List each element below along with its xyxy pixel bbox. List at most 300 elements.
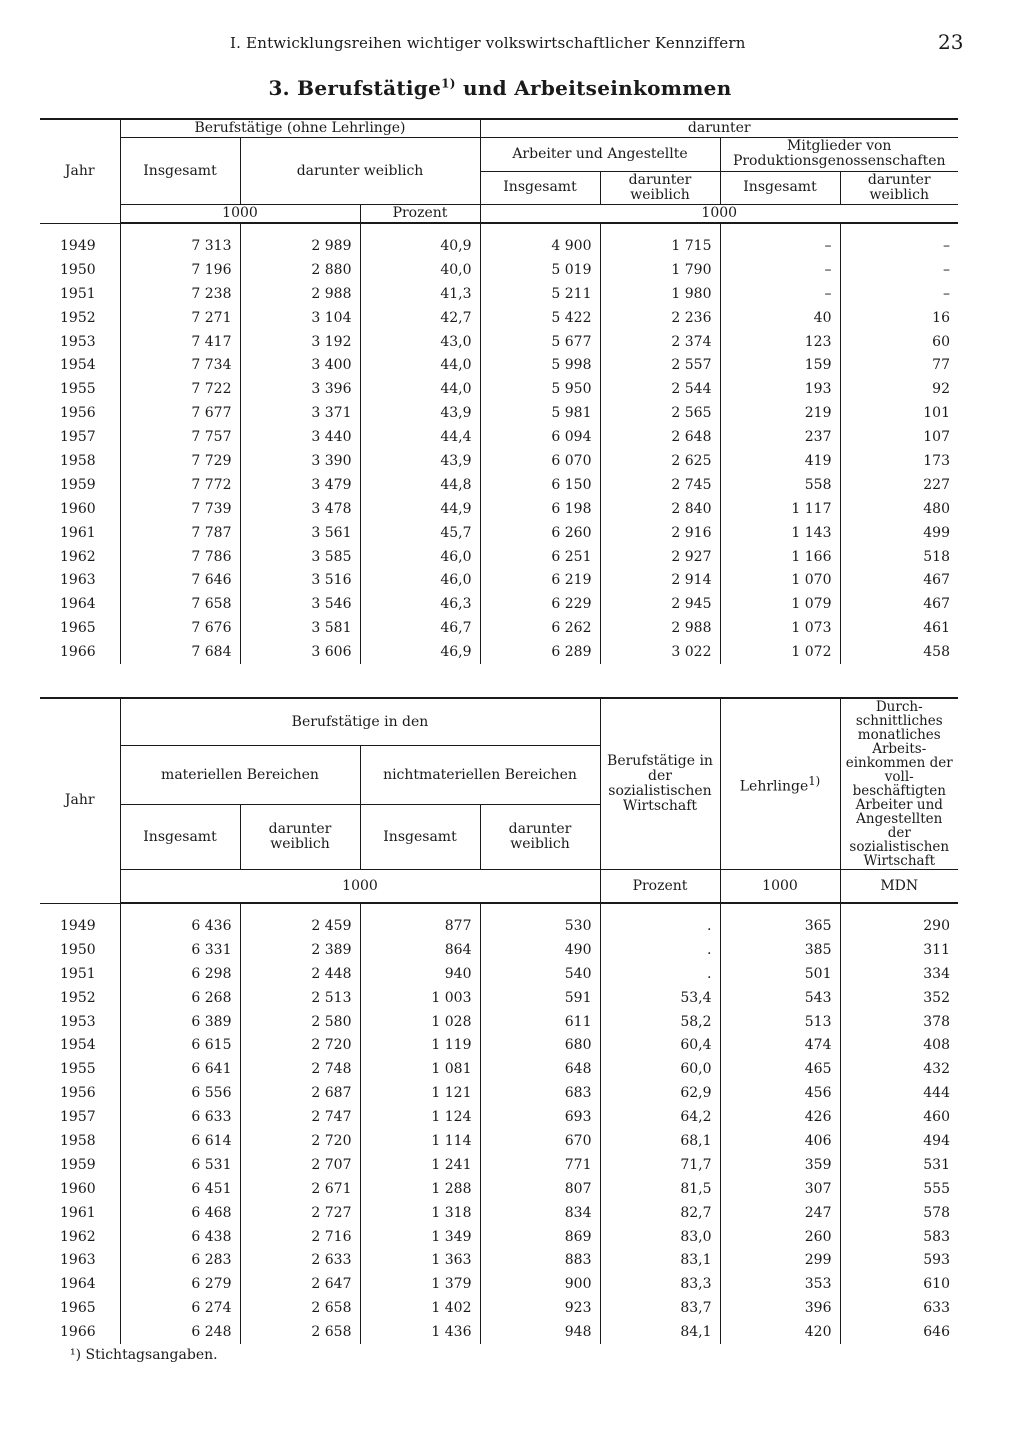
table-cell: 2 625: [600, 449, 720, 473]
table-cell: 900: [480, 1272, 600, 1296]
table-cell: 610: [840, 1272, 958, 1296]
employment-table-body: [40, 223, 958, 664]
year-cell: 1953: [60, 1013, 96, 1030]
table-cell: 3 390: [240, 449, 360, 473]
year-cell: 1959: [60, 476, 96, 493]
table-cell: –: [840, 258, 958, 282]
table-cell: 1 003: [360, 986, 480, 1010]
table-cell: 83,0: [600, 1225, 720, 1249]
table-row: [40, 1081, 958, 1105]
table-cell: 46,7: [360, 616, 480, 640]
table-cell: 3 516: [240, 568, 360, 592]
table-cell: 6 274: [120, 1296, 240, 1320]
year-cell: 1962: [60, 548, 96, 565]
table-cell: 7 271: [120, 306, 240, 330]
unit-1000-label-right: 1000: [480, 205, 958, 224]
table-cell: 6 556: [120, 1081, 240, 1105]
table-cell: 6 468: [120, 1201, 240, 1225]
table-row: [40, 568, 958, 592]
table-cell: 648: [480, 1057, 600, 1081]
table-row: [40, 938, 958, 962]
table-cell: 6 531: [120, 1153, 240, 1177]
table-cell: 6 614: [120, 1129, 240, 1153]
table-row: [40, 1296, 958, 1320]
year-cell: 1955: [60, 381, 96, 398]
table-row: [40, 1057, 958, 1081]
year-cell: 1958: [60, 1132, 96, 1149]
table-cell: 1 121: [360, 1081, 480, 1105]
table-cell: 461: [840, 616, 958, 640]
year-cell: 1960: [60, 1180, 96, 1197]
table-row: [40, 306, 958, 330]
table-cell: 3 546: [240, 592, 360, 616]
lehrlinge-footnote-mark: 1): [808, 773, 821, 788]
table-cell: 1 114: [360, 1129, 480, 1153]
col-header-mitglieder: Mitglieder von Produktionsgenossenschaften: [720, 138, 958, 172]
table-cell: 1 073: [720, 616, 840, 640]
table-cell: 948: [480, 1320, 600, 1344]
table-cell: 40: [720, 306, 840, 330]
table-cell: 2 988: [240, 282, 360, 306]
table-cell: 3 585: [240, 545, 360, 569]
table-cell: 83,1: [600, 1248, 720, 1272]
table-cell: 43,0: [360, 330, 480, 354]
table-cell: 2 727: [240, 1201, 360, 1225]
section-title-main: 3. Berufstätige: [268, 76, 442, 100]
table-cell: 71,7: [600, 1153, 720, 1177]
table-cell: 7 677: [120, 401, 240, 425]
year-cell: 1958: [60, 452, 96, 469]
col-header-nichtmateriellen: nichtmateriellen Bereichen: [360, 746, 600, 805]
table-row: [40, 1272, 958, 1296]
table-cell: 46,0: [360, 568, 480, 592]
table-cell: 456: [720, 1081, 840, 1105]
table-cell: 1 070: [720, 568, 840, 592]
table-cell: 7 786: [120, 545, 240, 569]
unit-1000-label-3: 1000: [720, 870, 840, 904]
section-title-footnote-mark: 1): [441, 76, 456, 91]
table-row: [40, 223, 958, 258]
table-cell: 1 072: [720, 640, 840, 664]
col-header-arbeiter-angestellte: Arbeiter und Angestellte: [480, 138, 720, 172]
table-cell: 6 070: [480, 449, 600, 473]
table-cell: 558: [720, 473, 840, 497]
table-cell: 64,2: [600, 1105, 720, 1129]
year-cell: 1951: [60, 285, 96, 302]
table-cell: 7 646: [120, 568, 240, 592]
table-cell: 693: [480, 1105, 600, 1129]
table-cell: 3 400: [240, 353, 360, 377]
col-header-mat-weiblich: darunter weiblich: [240, 805, 360, 870]
table-cell: 593: [840, 1248, 958, 1272]
col-header-arb-weiblich: darunter weiblich: [600, 171, 720, 205]
table-cell: 518: [840, 545, 958, 569]
table-cell: 385: [720, 938, 840, 962]
table-cell: 3 104: [240, 306, 360, 330]
table-row: [40, 1105, 958, 1129]
year-cell: 1956: [60, 1085, 96, 1102]
year-cell: 1949: [60, 917, 96, 934]
unit-mdn-label: MDN: [840, 870, 958, 904]
table-row: [40, 330, 958, 354]
col-header-darunter-weiblich: darunter weiblich: [240, 138, 480, 205]
table-cell: 7 658: [120, 592, 240, 616]
table-cell: 6 150: [480, 473, 600, 497]
year-cell: 1953: [60, 333, 96, 350]
sector-income-table-body: [40, 903, 958, 1344]
table-cell: 1 241: [360, 1153, 480, 1177]
table-cell: 2 236: [600, 306, 720, 330]
table-cell: 3 561: [240, 521, 360, 545]
table-cell: 60,4: [600, 1033, 720, 1057]
table-cell: 60,0: [600, 1057, 720, 1081]
table-cell: 41,3: [360, 282, 480, 306]
table-cell: 2 720: [240, 1129, 360, 1153]
table-cell: 2 748: [240, 1057, 360, 1081]
year-cell: 1954: [60, 1037, 96, 1054]
table-cell: 6 438: [120, 1225, 240, 1249]
table-cell: 43,9: [360, 449, 480, 473]
table-cell: 540: [480, 962, 600, 986]
year-cell: 1965: [60, 1300, 96, 1317]
table-cell: 6 229: [480, 592, 600, 616]
table-row: [40, 1033, 958, 1057]
table-cell: 6 283: [120, 1248, 240, 1272]
table-cell: 46,0: [360, 545, 480, 569]
col-header-mit-insgesamt: Insgesamt: [720, 171, 840, 205]
table-cell: 864: [360, 938, 480, 962]
table-cell: 396: [720, 1296, 840, 1320]
table-row: [40, 1201, 958, 1225]
year-cell: 1955: [60, 1061, 96, 1078]
footnote: ¹) Stichtagsangaben.: [70, 1347, 218, 1363]
table-cell: 2 707: [240, 1153, 360, 1177]
table-cell: 869: [480, 1225, 600, 1249]
year-cell: 1956: [60, 405, 96, 422]
table-row: [40, 1153, 958, 1177]
table-cell: 1 124: [360, 1105, 480, 1129]
year-cell: 1964: [60, 1276, 96, 1293]
table-cell: 3 396: [240, 377, 360, 401]
table-cell: 334: [840, 962, 958, 986]
table-cell: 159: [720, 353, 840, 377]
table-cell: 426: [720, 1105, 840, 1129]
table-row: [40, 473, 958, 497]
year-cell: 1965: [60, 620, 96, 637]
table-cell: 7 722: [120, 377, 240, 401]
table-cell: 290: [840, 903, 958, 938]
table-cell: 6 219: [480, 568, 600, 592]
table-cell: 2 671: [240, 1177, 360, 1201]
table-cell: 1 715: [600, 223, 720, 258]
table-cell: 365: [720, 903, 840, 938]
table-row: [40, 1177, 958, 1201]
table-cell: 877: [360, 903, 480, 938]
table-cell: 2 374: [600, 330, 720, 354]
table-cell: 62,9: [600, 1081, 720, 1105]
table-cell: 173: [840, 449, 958, 473]
table-cell: –: [720, 258, 840, 282]
table-cell: 68,1: [600, 1129, 720, 1153]
col-header-arb-insgesamt: Insgesamt: [480, 171, 600, 205]
table-cell: 458: [840, 640, 958, 664]
table-cell: 359: [720, 1153, 840, 1177]
year-cell: 1960: [60, 500, 96, 517]
table-cell: 247: [720, 1201, 840, 1225]
table-cell: 3 192: [240, 330, 360, 354]
table-cell: 6 268: [120, 986, 240, 1010]
table-cell: 92: [840, 377, 958, 401]
table-cell: 530: [480, 903, 600, 938]
table-row: [40, 521, 958, 545]
table-cell: 591: [480, 986, 600, 1010]
table-cell: 3 606: [240, 640, 360, 664]
table-cell: 7 787: [120, 521, 240, 545]
table-cell: 2 647: [240, 1272, 360, 1296]
table-cell: 6 436: [120, 903, 240, 938]
table-cell: 6 451: [120, 1177, 240, 1201]
year-cell: 1966: [60, 644, 96, 661]
unit-1000-label-2: 1000: [120, 870, 600, 904]
table-cell: 5 211: [480, 282, 600, 306]
table-cell: 6 198: [480, 497, 600, 521]
year-cell: 1950: [60, 261, 96, 278]
col-header-mat-insgesamt: Insgesamt: [120, 805, 240, 870]
table-cell: 101: [840, 401, 958, 425]
table-cell: 44,9: [360, 497, 480, 521]
table-cell: 2 658: [240, 1296, 360, 1320]
table-cell: 2 988: [600, 616, 720, 640]
col-header-materiellen: materiellen Bereichen: [120, 746, 360, 805]
table-cell: 2 565: [600, 401, 720, 425]
table-cell: 6 615: [120, 1033, 240, 1057]
table-cell: 578: [840, 1201, 958, 1225]
table-cell: 611: [480, 1010, 600, 1034]
table-cell: 7 196: [120, 258, 240, 282]
table-cell: 7 729: [120, 449, 240, 473]
running-head: I. Entwicklungsreihen wichtiger volkswirtschaftlicher Kennziffern: [230, 34, 746, 52]
table-cell: 352: [840, 986, 958, 1010]
col-header-jahr-2: Jahr: [40, 698, 120, 903]
table-cell: 84,1: [600, 1320, 720, 1344]
page-number: 23: [938, 30, 964, 54]
table-cell: 77: [840, 353, 958, 377]
table-cell: 2 745: [600, 473, 720, 497]
section-title-rest: und Arbeitseinkommen: [463, 76, 732, 100]
table-cell: 2 544: [600, 377, 720, 401]
table-cell: 494: [840, 1129, 958, 1153]
year-cell: 1962: [60, 1228, 96, 1245]
col-header-darunter: darunter: [480, 119, 958, 138]
table-row: [40, 1129, 958, 1153]
table-cell: 680: [480, 1033, 600, 1057]
table-cell: 1 288: [360, 1177, 480, 1201]
table-cell: 7 676: [120, 616, 240, 640]
col-header-insgesamt: Insgesamt: [120, 138, 240, 205]
table-cell: 2 840: [600, 497, 720, 521]
table-cell: 460: [840, 1105, 958, 1129]
table-row: [40, 962, 958, 986]
section-title: [0, 76, 1000, 100]
unit-prozent-label-2: Prozent: [600, 870, 720, 904]
table-cell: 420: [720, 1320, 840, 1344]
table-cell: 2 716: [240, 1225, 360, 1249]
table-cell: 7 684: [120, 640, 240, 664]
table-cell: 2 633: [240, 1248, 360, 1272]
table-cell: 670: [480, 1129, 600, 1153]
table-row: [40, 1010, 958, 1034]
table-cell: 6 260: [480, 521, 600, 545]
table-cell: 1 790: [600, 258, 720, 282]
table-cell: 237: [720, 425, 840, 449]
table-row: [40, 497, 958, 521]
table-cell: 1 166: [720, 545, 840, 569]
table-cell: 474: [720, 1033, 840, 1057]
table-cell: 3 371: [240, 401, 360, 425]
table-cell: 1 081: [360, 1057, 480, 1081]
table-cell: 633: [840, 1296, 958, 1320]
table-cell: 3 440: [240, 425, 360, 449]
table-cell: 16: [840, 306, 958, 330]
table-cell: 6 633: [120, 1105, 240, 1129]
col-header-berufstaetige-in-den: Berufstätige in den: [120, 698, 600, 746]
table-cell: 2 927: [600, 545, 720, 569]
year-cell: 1952: [60, 309, 96, 326]
table-cell: 883: [480, 1248, 600, 1272]
table-cell: 5 019: [480, 258, 600, 282]
table-cell: 2 916: [600, 521, 720, 545]
table-cell: 5 677: [480, 330, 600, 354]
table-cell: 6 094: [480, 425, 600, 449]
table-row: [40, 425, 958, 449]
table-cell: 40,0: [360, 258, 480, 282]
table-cell: 44,4: [360, 425, 480, 449]
year-cell: 1961: [60, 1204, 96, 1221]
table-cell: 1 119: [360, 1033, 480, 1057]
table-cell: 2 747: [240, 1105, 360, 1129]
year-cell: 1949: [60, 237, 96, 254]
table-cell: 53,4: [600, 986, 720, 1010]
table-cell: 4 900: [480, 223, 600, 258]
table-cell: 465: [720, 1057, 840, 1081]
table-cell: 42,7: [360, 306, 480, 330]
table-cell: 419: [720, 449, 840, 473]
table-cell: 501: [720, 962, 840, 986]
year-cell: 1951: [60, 965, 96, 982]
table-cell: 513: [720, 1010, 840, 1034]
table-cell: 444: [840, 1081, 958, 1105]
table-cell: 1 318: [360, 1201, 480, 1225]
table-row: [40, 353, 958, 377]
employment-table: [40, 118, 958, 664]
table-cell: 543: [720, 986, 840, 1010]
table-cell: 81,5: [600, 1177, 720, 1201]
table-cell: 940: [360, 962, 480, 986]
table-cell: 2 513: [240, 986, 360, 1010]
table-cell: 193: [720, 377, 840, 401]
table-cell: 7 238: [120, 282, 240, 306]
col-header-nm-weiblich: darunter weiblich: [480, 805, 600, 870]
table-cell: 1 143: [720, 521, 840, 545]
table-cell: 311: [840, 938, 958, 962]
table-cell: 60: [840, 330, 958, 354]
table-cell: 6 248: [120, 1320, 240, 1344]
table-row: [40, 1225, 958, 1249]
year-cell: 1966: [60, 1324, 96, 1341]
table-cell: 406: [720, 1129, 840, 1153]
year-cell: 1954: [60, 357, 96, 374]
table-cell: 2 989: [240, 223, 360, 258]
table-cell: 1 028: [360, 1010, 480, 1034]
table-cell: 2 557: [600, 353, 720, 377]
table-row: [40, 616, 958, 640]
table-cell: 46,3: [360, 592, 480, 616]
table-cell: 2 389: [240, 938, 360, 962]
table-row: [40, 377, 958, 401]
table-cell: 3 478: [240, 497, 360, 521]
table-cell: 2 658: [240, 1320, 360, 1344]
col-header-arbeitseinkommen: Durchschnittliches monatliches Arbeitseinkommen der vollbeschäftigten Arbeiter und Angestellten der sozialistischen Wirtschaft: [840, 698, 958, 870]
table-cell: 6 262: [480, 616, 600, 640]
table-cell: 2 580: [240, 1010, 360, 1034]
sector-income-table: [40, 697, 958, 1344]
table-cell: 3 022: [600, 640, 720, 664]
table-cell: 6 251: [480, 545, 600, 569]
table-cell: 467: [840, 592, 958, 616]
lehrlinge-label: Lehrlinge: [739, 778, 809, 795]
table-cell: 353: [720, 1272, 840, 1296]
year-cell: 1957: [60, 429, 96, 446]
table-cell: 7 739: [120, 497, 240, 521]
table-cell: 499: [840, 521, 958, 545]
table-cell: 83,3: [600, 1272, 720, 1296]
year-cell: 1964: [60, 596, 96, 613]
table-cell: 646: [840, 1320, 958, 1344]
table-cell: 5 998: [480, 353, 600, 377]
table-cell: 408: [840, 1033, 958, 1057]
table-cell: 1 402: [360, 1296, 480, 1320]
table-row: [40, 545, 958, 569]
table-row: [40, 986, 958, 1010]
table-cell: 1 117: [720, 497, 840, 521]
table-cell: 2 448: [240, 962, 360, 986]
unit-prozent-label: Prozent: [360, 205, 480, 224]
table-cell: .: [600, 962, 720, 986]
col-header-nm-insgesamt: Insgesamt: [360, 805, 480, 870]
table-cell: 2 648: [600, 425, 720, 449]
table-cell: 6 331: [120, 938, 240, 962]
col-header-sozialistische-wirtschaft: Berufstätige in der sozialistischen Wirtschaft: [600, 698, 720, 870]
table-row: [40, 640, 958, 664]
table-cell: 227: [840, 473, 958, 497]
table-cell: 44,0: [360, 353, 480, 377]
table-cell: 1 363: [360, 1248, 480, 1272]
table-cell: 5 422: [480, 306, 600, 330]
year-cell: 1959: [60, 1156, 96, 1173]
table-cell: 3 479: [240, 473, 360, 497]
table-cell: 7 734: [120, 353, 240, 377]
table-cell: 1 349: [360, 1225, 480, 1249]
table-cell: 44,8: [360, 473, 480, 497]
table-row: [40, 903, 958, 938]
table-cell: 6 389: [120, 1010, 240, 1034]
table-cell: 480: [840, 497, 958, 521]
table-cell: 260: [720, 1225, 840, 1249]
table-cell: 6 641: [120, 1057, 240, 1081]
table-cell: 771: [480, 1153, 600, 1177]
table-cell: 1 379: [360, 1272, 480, 1296]
table-cell: 2 687: [240, 1081, 360, 1105]
